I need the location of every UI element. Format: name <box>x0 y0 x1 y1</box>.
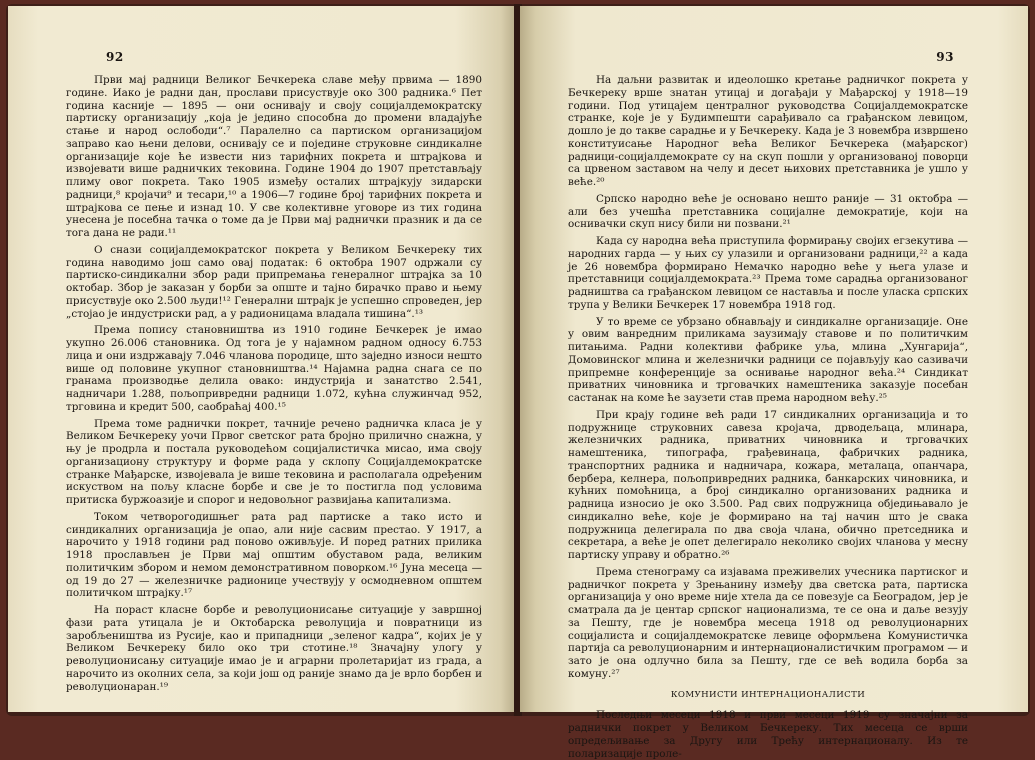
paragraph: Први мај радници Великог Бечкерека славе међу првима — 1890 године. Иако је радни дан, прослави присуствује око 300 радника.⁶ Пет година касније — 1895 — они оснивају и своју социјалдемократску партиску организацију „која је једино способна до промени владајуће стање и народ ослободи“.⁷ Паралелно са партиском организацијом заправо као њени делови, оснивају се и поједине струковне синдикалне организације које ће извести низ тарифних покрета и штрајкова и извојевати више радничких тековина. Године 1904 до 1907 претстављају плиму овог покрета. Тако 1905 између осталих штрајкују зидарски радници,⁸ кројачи⁹ и тесари,¹⁰ а 1906—7 године број тарифних покрета и штрајкова се пење и изнад 10. У све колективне уговоре из тих година унесена је посебна тачка о томе да је Први мај раднички празник и да се тога дана не ради.¹¹ <box>66 74 482 239</box>
paragraph: Према томе раднички покрет, тачније речено радничка класа је у Великом Бечкереку уочи Првог светског рата бројно прилично снажна, у њу је продрла и постала руководећом социјалистичка мисао, има своју организациону структуру и форме рада у склопу Социјалдемократске странке Мађарске, извојевала је више тековина и располагала одређеним искуством на пољу класне борбе и све је то постигла под условима притиска буржоазије и спорог и недовољног развијања капитализма. <box>66 417 482 506</box>
left-page-text <box>66 74 482 693</box>
paragraph: Током четворогодишњег рата рад партиске а тако исто и синдикалних организација је опао, али није сасвим престао. У 1917, а нарочито у 1918 години рад поново оживљује. И поред ратних прилика 1918 прослављен је Први мај општим обуставом рада, великим политичким збором и немом демонстративном поворком.¹⁶ Јуна месеца — од 19 до 27 — железничке радионице учествују у осмодневном општем политичком штрајку.¹⁷ <box>66 510 482 600</box>
paragraph: При крају године већ ради 17 синдикалних организација и то подружнице струковних савеза кројача, дрводељаца, млинара, железничких радника, приватних чиновника и трговачких намештеника, типографа, грађевинаца, фабричких радника, транспортних радника и надничара, кожара, металаца, опанчара, бербера, келнера, пољопривредних радника, банкарских чиновника, и кућних помоћница, а број синдикално организованих радника и радница износио је око 3.500. Рад свих подружница обједињавало је синдикално веће, које је формирано на тај начин што је свака подружница делегирала по два своја члана, обично претседника и секретара, а веће је опет делегирало неколико својих чланова у месну партиску управу и обратно.²⁶ <box>568 408 968 561</box>
left-page-number: 92 <box>106 50 124 64</box>
paragraph: Према стенограму са изјавама преживелих учесника партиског и радничког покрета у Зрењанину између два светска рата, партиска организација у оно време није хтела да се повезује са Београдом, јер је сматрала да је центар српског национализма, те се она и даље везују за Пешту, где је новембра месеца 1918 од револуционарних социјалиста и социјалдемократске левице оформљена Комунистичка партија са револуционарним и интернационалистичким програмом — и зато је она одлучно била за Пешту, где се већ водила борба за комуну.²⁷ <box>568 565 968 680</box>
open-book <box>6 4 1030 760</box>
left-page <box>8 6 516 712</box>
right-page-number: 93 <box>936 50 954 64</box>
paragraph: У то време се убрзано обнављају и синдикалне организације. Оне у овим ванредним приликама заузимају ставове и по политичким питањима. Радни колективи фабрике уља, млина „Хунгарија“, Домовинског млина и железнички радници се појављују као сазивачи припремне конференције за оснивање народног већа.²⁴ Синдикат приватних чиновника и трговачких намештеника заказује посебан састанак на коме ће заузети став према народном већу.²⁵ <box>568 315 968 404</box>
paragraph: Када су народна већа приступила формирању својих егзекутива — народних гарда — у њих су улазили и организовани радници,²² а када је 26 новембра формирано Немачко народно веће у њега улазе и претставници социјалдемократа.²³ Према томе сарадња организованог радништва са грађанском левицом се наставља и после уласка српских трупа у Велики Бечкерек 17 новембра 1918 год. <box>568 235 968 311</box>
paragraph: Према попису становништва из 1910 године Бечкерек је имао укупно 26.006 становника. Од тога је у најамном радном односу 6.753 лица и они издржавају 7.046 чланова породице, што заједно износи нешто више од половине укупног становништва.¹⁴ Најамна радна снага се по гранама производње делила овако: индустрија и занатство 2.541, надничари 1.288, пољопривредни радници 1.072, кућна служинчад 952, трговина и кредит 500, саобраћај 400.¹⁵ <box>66 324 482 413</box>
right-page <box>520 6 1028 760</box>
paragraph: Српско народно веће је основано нешто раније — 31 октобра — али без учешћа претставника социјалне демократије, који на оснивачки скуп нису били ни позвани.²¹ <box>568 192 968 231</box>
paragraph: Последњи месеци 1918 и први месеци 1919 су значајни за раднички покрет у Великом Бечкереку. Тих месеца се врши опредељивање за Другу или Трећу интернационалу. Из те поларизације проле- <box>568 709 968 760</box>
paragraph: На пораст класне борбе и револуционисање ситуације у завршној фази рата утицала је и Октобарска револуција и повратници из заробљеништва из Русије, као и припадници „зеленог кадра“, којих је у Великом Бечкереку било око три стотине.¹⁸ Значајну улогу у револуционисању ситуације имао је и аграрни пролетаријат из града, а нарочито из околних села, за који још од раније знамо да је врло борбен и револуционаран.¹⁹ <box>66 604 482 693</box>
section-heading: КОМУНИСТИ ИНТЕРНАЦИОНАЛИСТИ <box>670 689 866 700</box>
paragraph: На даљни развитак и идеолошко кретање радничког покрета у Бечкереку врше знатан утицај и догађаји у Мађарској у 1918—19 години. Под утицајем централног руководства Социјалдемократске странке, које је у Будимпешти сарађивало са грађанском левицом, дошло је до такве сарадње и у Бечкереку. Када је 3 новембра извршено конституисање Народног већа Великог Бечкерека (мађарског) радници-социјалдемократе су на скуп пошли у организованој поворци са црвеном заставом на челу и десет њихових претставника је ушло у веће.²⁰ <box>568 74 968 188</box>
right-page-text <box>568 74 968 760</box>
paragraph: О снази социјалдемократског покрета у Великом Бечкереку тих година наводимо још само овај податак: 6 октобра 1907 одржали су партиско-синдикални збор ради припремања генералног штрајка за 10 октобар. Збор је заказан у борби за опште и тајно бирачко право и њему присуствује око 2.500 људи!¹² Генерални штрајк је успешно спроведен, јер „стојао је индустриски рад, а у радионицама владала тишина“.¹³ <box>66 243 482 320</box>
